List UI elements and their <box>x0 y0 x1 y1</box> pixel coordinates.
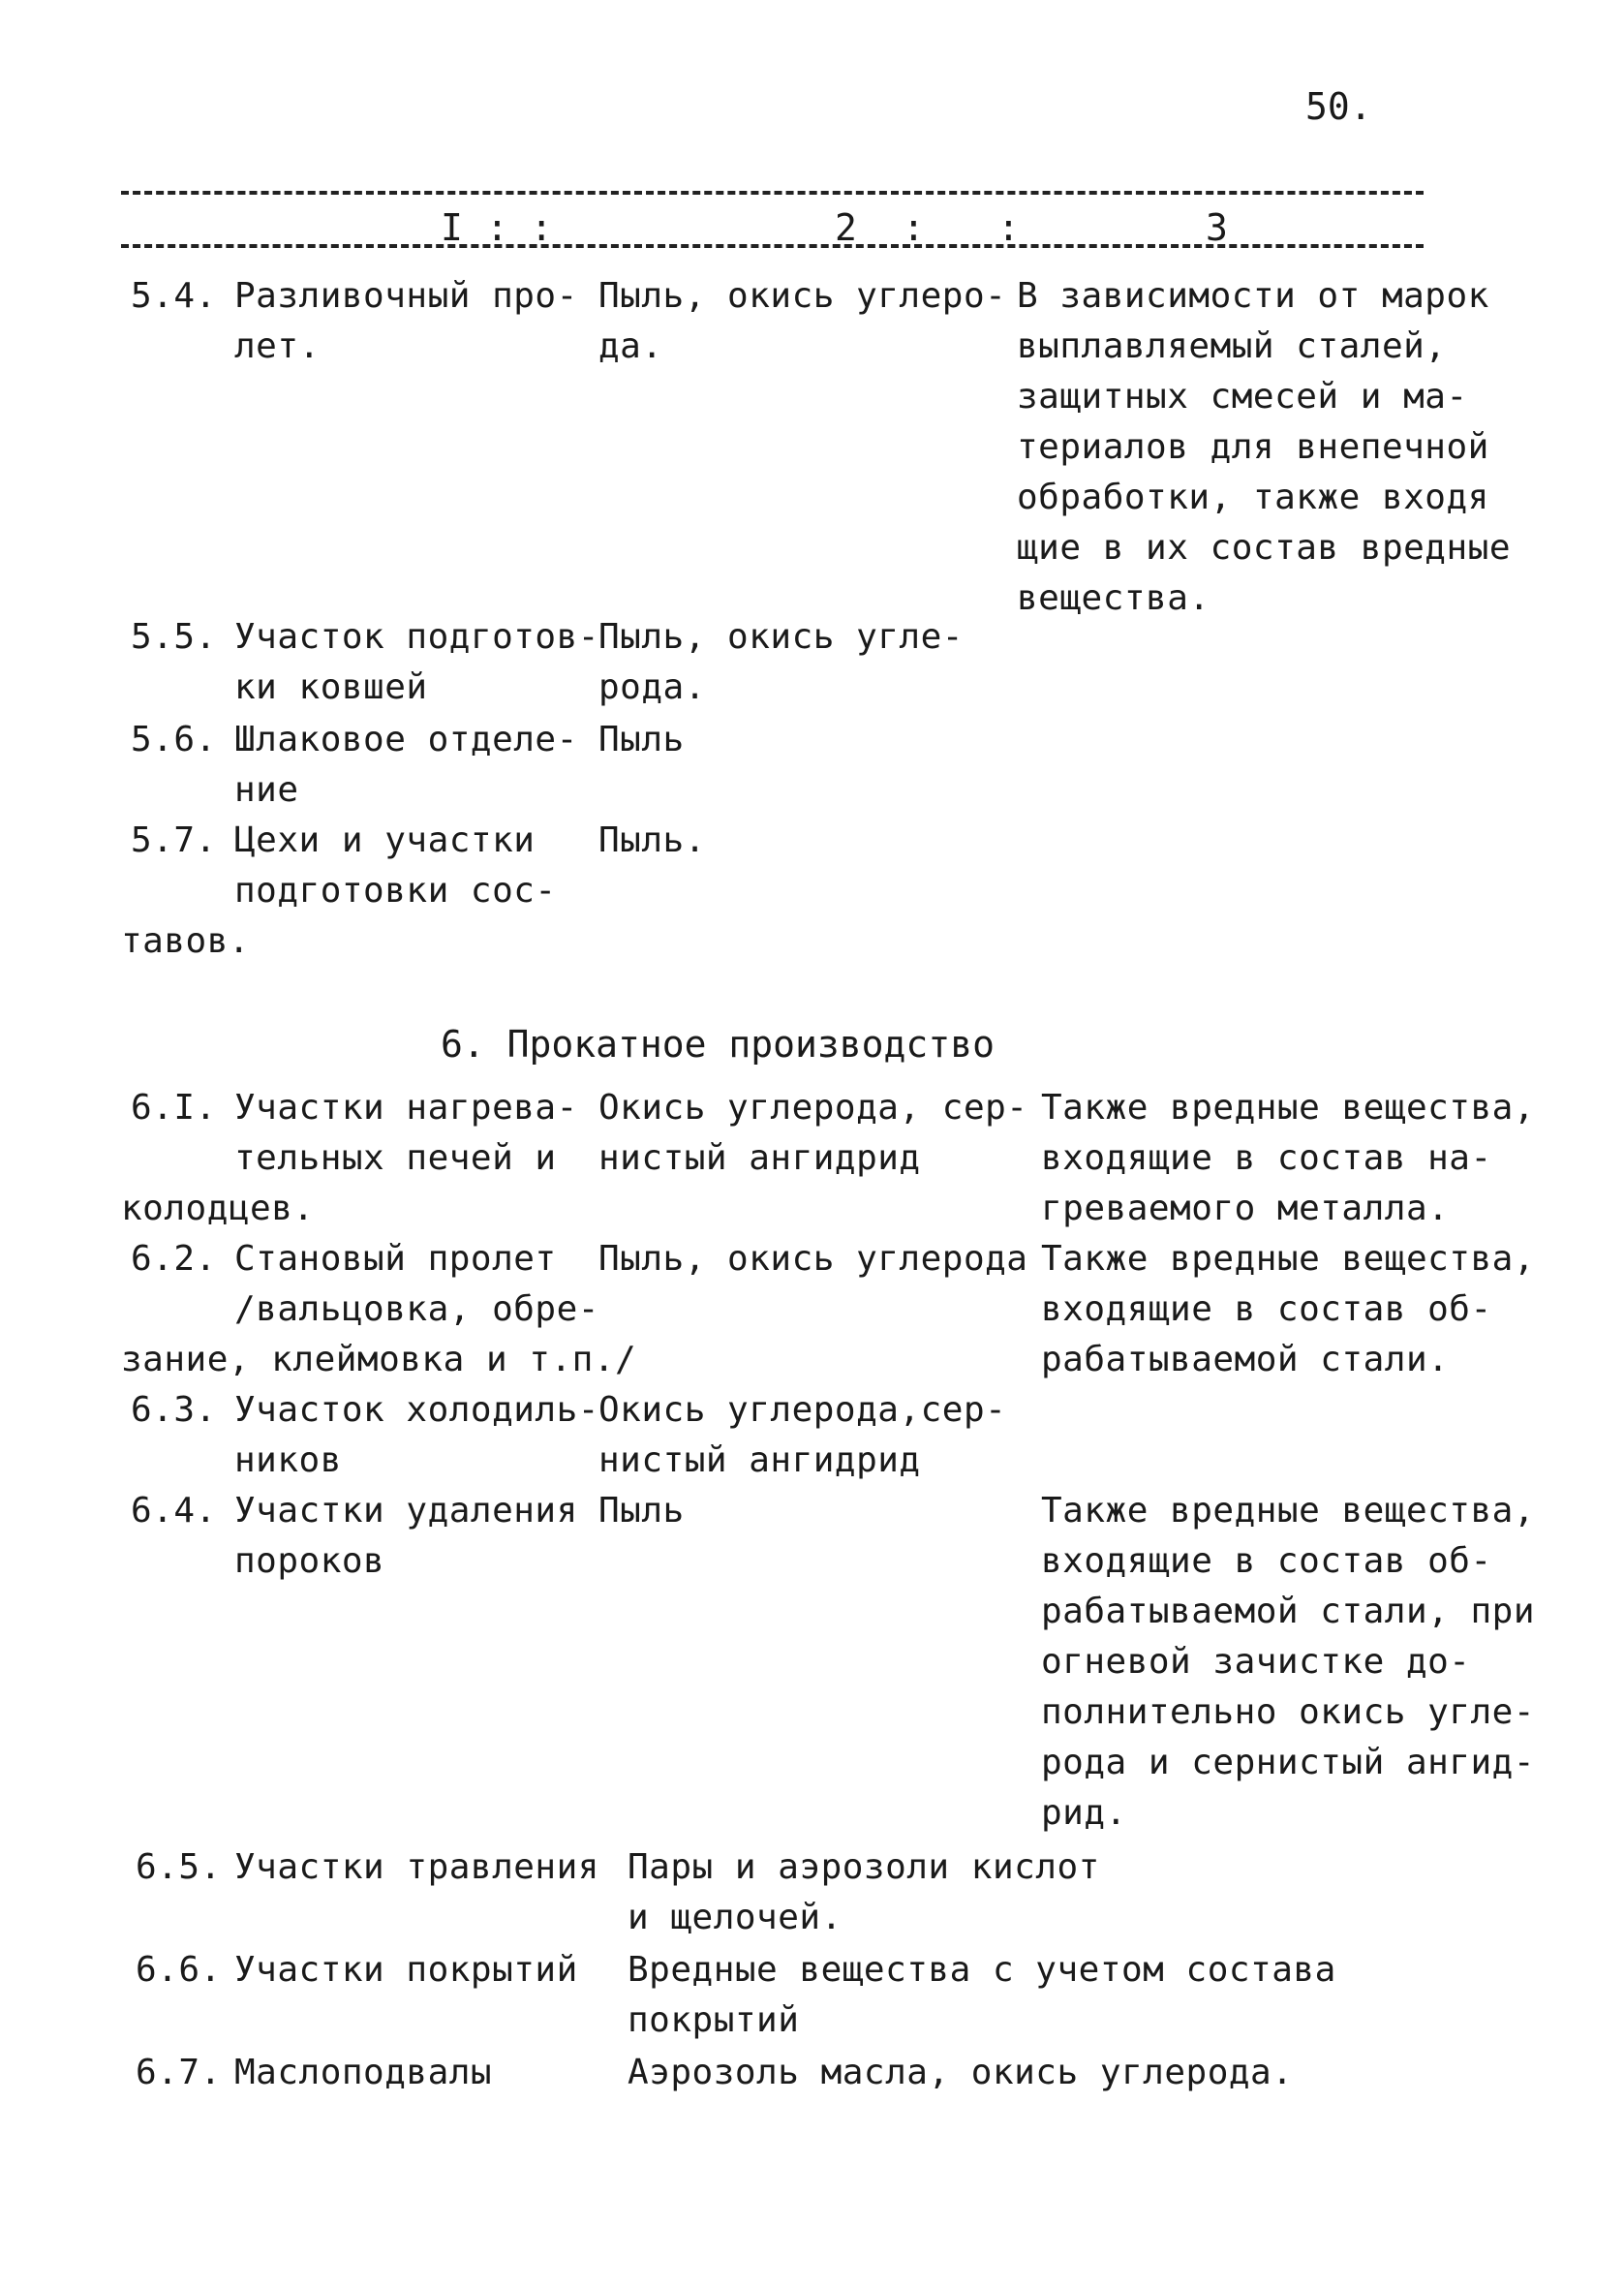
row-number: 6.3. <box>131 1390 217 1430</box>
notes: рабатываемой стали. <box>1041 1340 1450 1379</box>
notes: рода и сернистый ангид- <box>1041 1743 1535 1782</box>
header-rule-bottom <box>121 244 1424 248</box>
notes: греваемого металла. <box>1041 1189 1450 1228</box>
row-number: 5.5. <box>131 617 217 657</box>
workshop-name: ников <box>234 1440 342 1480</box>
column-header-3: 3 <box>1206 206 1228 249</box>
substances: Пыль, окись углерода <box>598 1239 1028 1279</box>
workshop-name: Цехи и участки <box>234 820 536 860</box>
workshop-name: зание, клеймовка и т.п./ <box>121 1340 637 1379</box>
column-header-2: 2 <box>835 206 857 249</box>
row-number: 6.4. <box>131 1491 217 1531</box>
row-number: 5.6. <box>131 720 217 759</box>
column-header-1: I <box>441 206 463 249</box>
row-number: 6.7. <box>136 2053 222 2092</box>
workshop-name: лет. <box>234 326 321 366</box>
substances: Пыль <box>598 720 685 759</box>
substances: рода. <box>598 667 706 707</box>
workshop-name: Участки покрытий <box>234 1950 578 1990</box>
substances: нистый ангидрид <box>598 1440 921 1480</box>
workshop-name: Становый пролет <box>234 1239 557 1279</box>
notes: щие в их состав вредные <box>1017 528 1511 568</box>
row-number: 5.4. <box>131 276 217 316</box>
substances: Пыль <box>598 1491 685 1531</box>
workshop-name: ние <box>234 770 299 810</box>
substances: Пары и аэрозоли кислот <box>628 1847 1100 1887</box>
notes: Также вредные вещества, <box>1041 1088 1535 1128</box>
notes: Также вредные вещества, <box>1041 1239 1535 1279</box>
page-number: 50. <box>1305 85 1372 128</box>
notes: рид. <box>1041 1793 1127 1833</box>
workshop-name: /вальцовка, обре- <box>234 1289 599 1329</box>
column-separator: : <box>903 206 925 249</box>
substances: нистый ангидрид <box>598 1138 921 1178</box>
notes: защитных смесей и ма- <box>1017 377 1468 417</box>
workshop-name: Участок холодиль- <box>234 1390 599 1430</box>
row-number: 5.7. <box>131 820 217 860</box>
workshop-name: тельных печей и <box>234 1138 557 1178</box>
column-separator: : <box>997 206 1020 249</box>
workshop-name: Разливочный про- <box>234 276 578 316</box>
workshop-name: Участок подготов- <box>234 617 599 657</box>
notes: входящие в состав об- <box>1041 1289 1492 1329</box>
notes: териалов для внепечной <box>1017 427 1489 467</box>
notes: Также вредные вещества, <box>1041 1491 1535 1531</box>
notes: вещества. <box>1017 578 1210 618</box>
workshop-name: тавов. <box>121 921 251 961</box>
substances: Пыль, окись угле- <box>598 617 964 657</box>
notes: полнительно окись угле- <box>1041 1692 1535 1732</box>
substances: Пыль. <box>598 820 706 860</box>
column-separator: : : <box>486 206 553 249</box>
notes: выплавляемый сталей, <box>1017 326 1447 366</box>
notes: обработки, также входя <box>1017 478 1489 517</box>
row-number: 6.2. <box>131 1239 217 1279</box>
substances: Пыль, окись углеро- <box>598 276 1007 316</box>
workshop-name: Шлаковое отделе- <box>234 720 578 759</box>
workshop-name: Участки нагрева- <box>234 1088 578 1128</box>
workshop-name: ки ковшей <box>234 667 428 707</box>
row-number: 6.I. <box>131 1088 217 1128</box>
workshop-name: пороков <box>234 1541 385 1581</box>
substances: Окись углерода, сер- <box>598 1088 1028 1128</box>
substances: Окись углерода,сер- <box>598 1390 1007 1430</box>
row-number: 6.6. <box>136 1950 222 1990</box>
workshop-name: Участки удаления <box>234 1491 578 1531</box>
workshop-name: подготовки сос- <box>234 871 557 911</box>
notes: рабатываемой стали, при <box>1041 1592 1535 1631</box>
workshop-name: Участки травления <box>234 1847 599 1887</box>
notes: В зависимости от марок <box>1017 276 1489 316</box>
notes: огневой зачистке до- <box>1041 1642 1471 1682</box>
notes: входящие в состав об- <box>1041 1541 1492 1581</box>
row-number: 6.5. <box>136 1847 222 1887</box>
substances: Аэрозоль масла, окись углерода. <box>628 2053 1294 2092</box>
substances: да. <box>598 326 663 366</box>
substances: и щелочей. <box>628 1898 843 1937</box>
header-rule-top <box>121 191 1424 195</box>
section-title: 6. Прокатное производство <box>441 1023 995 1066</box>
substances: Вредные вещества с учетом состава <box>628 1950 1336 1990</box>
substances: покрытий <box>628 2000 800 2040</box>
workshop-name: колодцев. <box>121 1189 315 1228</box>
workshop-name: Маслоподвалы <box>234 2053 493 2092</box>
notes: входящие в состав на- <box>1041 1138 1492 1178</box>
